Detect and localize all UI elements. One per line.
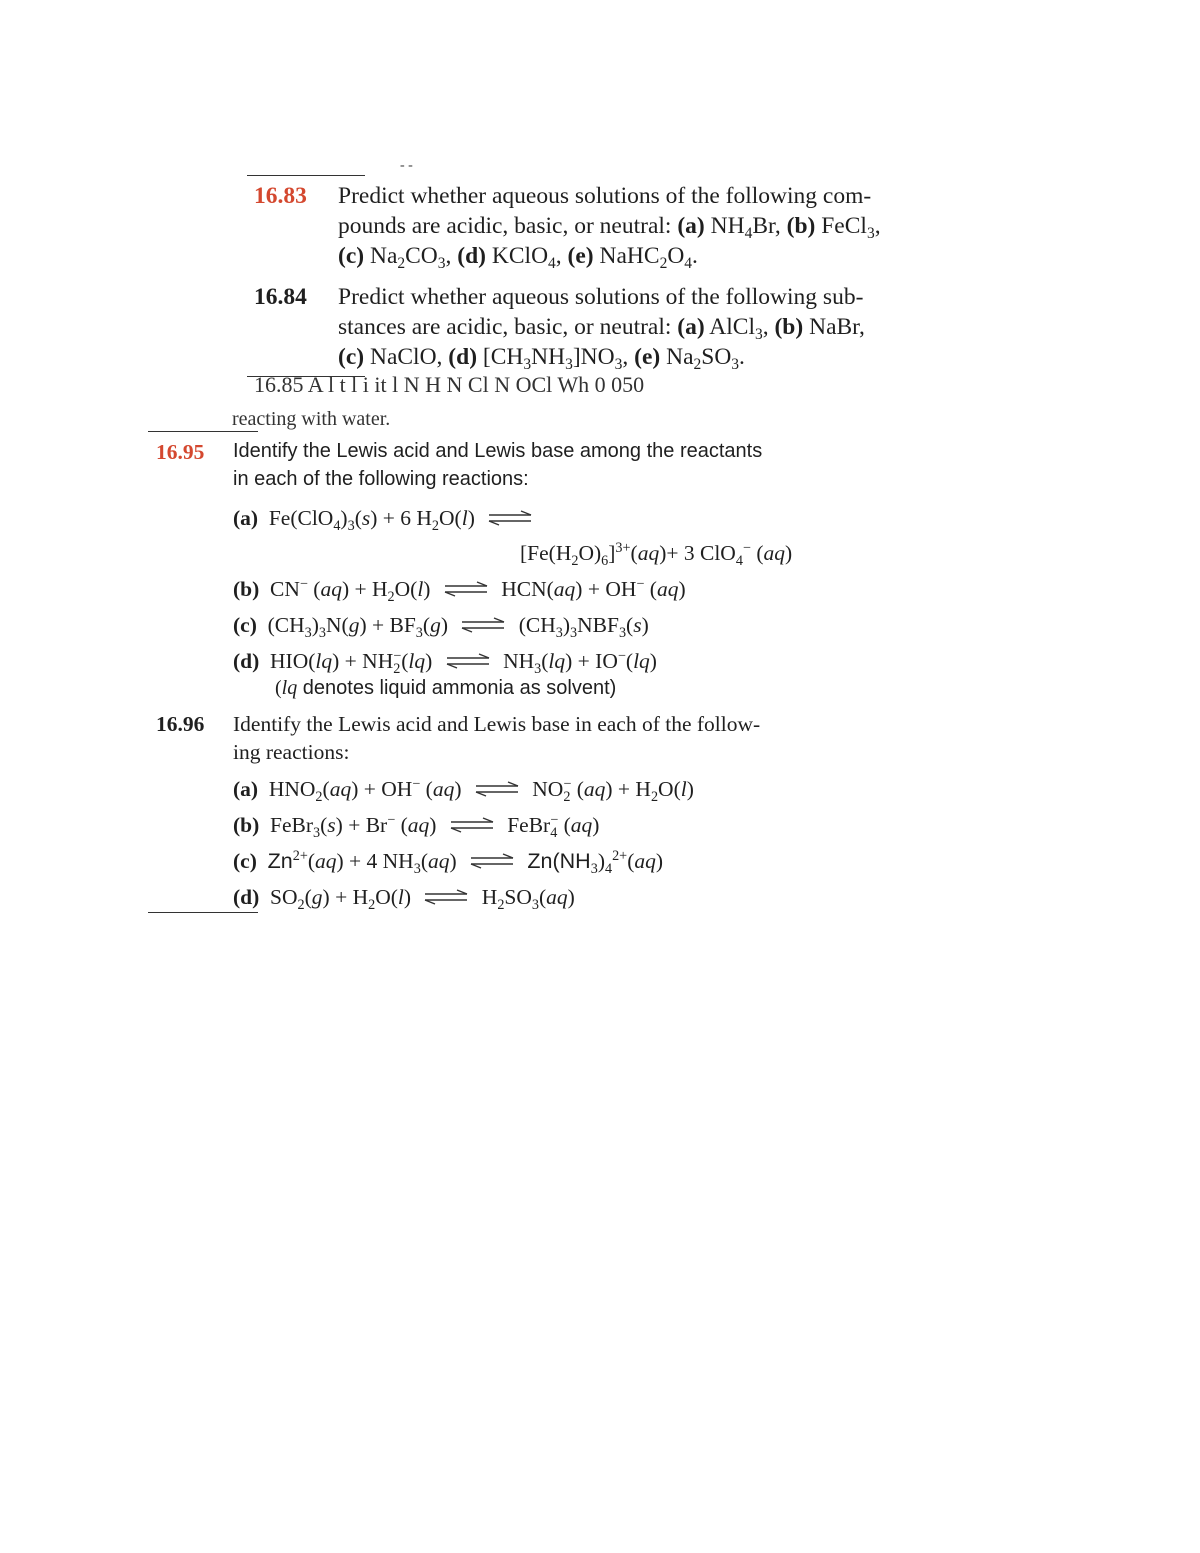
reaction-a-products: $[Fe(H_2O)_6]^{3+}(aq)+ 3$ ClO$_4$− (aq) [520, 540, 793, 569]
problem-text-line: Predict whether aqueous solutions of the following sub- [338, 284, 864, 310]
equilibrium-arrow-icon [444, 582, 488, 596]
note-liquid-ammonia: (lq denotes liquid ammonia as solvent) [275, 677, 617, 699]
top-cut-fragment: - - [400, 158, 413, 173]
equilibrium-arrow-icon [450, 818, 494, 832]
problem-text-line: (c) $Na_2CO_3$, (d) KClO$_4$, (e) $NaHC_2O_4$. [338, 243, 698, 272]
reaction-c: (c) $(CH_3)_3N(g) + BF_3(g)$ $(CH_3)_3NBF_3(s)$ [233, 613, 649, 641]
problem-text-line: (c) NaClO, (d) $[CH_3NH_3]NO_3$, (e) $Na_2SO_3$. [338, 344, 745, 373]
problem-number: 16.96 [156, 712, 205, 736]
problem-text-line: in each of the following reactions: [233, 468, 529, 490]
equilibrium-arrow-icon [488, 511, 532, 525]
problem-number: 16.95 [156, 440, 205, 464]
problem-number: 16.83 [254, 183, 307, 209]
problem-16-83 [254, 183, 1014, 278]
equilibrium-arrow-icon [446, 654, 490, 668]
problem-text-line: stances are acidic, basic, or neutral: (a) AlCl$_3$, (b) NaBr, [338, 314, 865, 343]
equilibrium-arrow-icon [424, 890, 468, 904]
equilibrium-arrow-icon [461, 618, 505, 632]
problem-16-96 [156, 712, 876, 912]
problem-text-line: pounds are acidic, basic, or neutral: (a) $NH_4Br$, (b) FeCl$_3$, [338, 213, 881, 242]
equilibrium-arrow-icon [470, 854, 514, 868]
top-rule [247, 175, 365, 176]
section-rule [148, 431, 258, 432]
problem-text-line: Identify the Lewis acid and Lewis base among the reactants [233, 440, 763, 462]
problem-text-line: ing reactions: [233, 740, 350, 764]
clipped-text-16-85: 16.85 A l t l i it l N H N Cl N OCl Wh 0 050 [254, 372, 645, 397]
equilibrium-arrow-icon [475, 782, 519, 796]
reaction-b: (b) CN− $(aq) + H_2O(l)$ HCN(aq) + OH− (aq) [233, 576, 686, 605]
reaction-c: (c) $Zn^{2+}(aq) + 4$ $NH_3(aq)$ $Zn(NH_3)_4^{2+}(aq)$ [233, 848, 664, 877]
reaction-d: (d) $HIO(lq) + NH_2^-(lq)$ $NH_3(lq) + IO^-(lq)$ [233, 648, 657, 677]
problem-text-line: Identify the Lewis acid and Lewis base in each of the follow- [233, 712, 761, 736]
reaction-b: (b) FeBr$_3$(s) + Br− (aq) FeBr$_4$− (aq) [233, 812, 600, 841]
reaction-d: (d) $SO_2(g) + H_2O(l)$ $H_2SO_3(aq)$ [233, 885, 575, 913]
bottom-rule [148, 912, 258, 913]
problem-text-line: Predict whether aqueous solutions of the following com- [338, 183, 872, 209]
reaction-a: (a) $Fe(ClO_4)_3(s) + 6$ $H_2O(l)$ [233, 506, 540, 531]
problem-16-84 [254, 284, 1014, 379]
reaction-a: (a) $HNO_2(aq) + OH^-$ (aq) $NO_2^-$ $(aq) + H_2O(l)$ [233, 776, 694, 805]
clipped-text-reacting: reacting with water. [232, 408, 391, 430]
problem-16-95 [156, 440, 876, 705]
problem-number: 16.84 [254, 284, 307, 310]
